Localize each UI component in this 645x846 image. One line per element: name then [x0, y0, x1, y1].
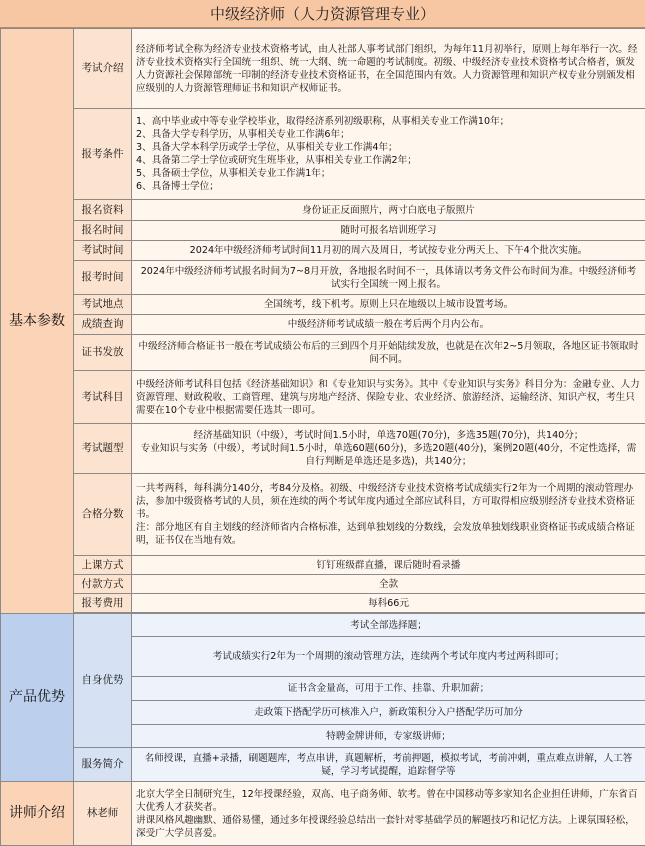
value-exam-location: 全国统考，线下机考。原则上只在地级以上城市设置考场。: [132, 295, 645, 315]
label-advantages: 自身优势: [74, 614, 132, 748]
value-fee: 每科66元: [132, 594, 645, 613]
label-registration-time: 报名时间: [74, 221, 132, 241]
teacher-bio-line: 北京大学全日制研究生，12年授课经验，双高、电子商务师、软考。曾在中国移动等多家知名企业担任讲师，广东省百大优秀人才获奖者。: [136, 788, 641, 814]
label-teacher-name: 林老师: [74, 782, 132, 846]
label-fee: 报考费用: [74, 594, 132, 613]
value-exam-time: 2024年中级经济师考试时间11月初的周六及周日，考试按专业分两天上、下午4个批次实施。: [132, 241, 645, 261]
label-payment: 付款方式: [74, 575, 132, 594]
value-passing-score: [132, 474, 645, 556]
value-result-query: 中级经济师考试成绩一般在考后两个月内公布。: [132, 315, 645, 335]
row-apply-time: [1, 261, 645, 295]
row-question-types: [1, 424, 645, 474]
row-certificate: [1, 335, 645, 371]
advantage-item: 考试全部选择题；: [132, 614, 645, 637]
value-subjects: 中级经济师考试科目包括《经济基础知识》和《专业知识与实务》。其中《专业知识与实务》科目分为：金融专业、人力资源管理、财政税收、工商管理、建筑与房地产经济、保险专业、农业经济、旅游经济、运输经济、知识产权，考生只需要在10个专业中根据需要任选其一即可。: [132, 371, 645, 424]
category-basic-params: 基本参数: [1, 29, 74, 614]
requirement-item: 5、具备硕士学位，从事相关专业工作满1年；: [136, 167, 641, 180]
question-type-line: 经济基础知识（中级），考试时间1.5小时，单选70题(70分)，多选35题(70分)，共140分；: [136, 429, 641, 442]
requirement-item: 1、高中毕业或中等专业学校毕业，取得经济系列初级职称，从事相关专业工作满10年；: [136, 115, 641, 128]
label-materials: 报名资料: [74, 200, 132, 221]
row-fee: [1, 594, 645, 613]
requirement-item: 4、具备第二学士学位或研究生班毕业，从事相关专业工作满2年；: [136, 154, 641, 167]
row-teacher: [1, 782, 645, 846]
advantage-item: 特聘金牌讲师，专家级讲师；: [132, 725, 645, 748]
requirement-item: 2、具备大学专科学历，从事相关专业工作满6年；: [136, 128, 641, 141]
category-teacher-intro: 讲师介绍: [1, 782, 74, 846]
value-payment: 全款: [132, 575, 645, 594]
row-exam-location: [1, 295, 645, 315]
label-exam-intro: 考试介绍: [74, 29, 132, 109]
label-certificate: 证书发放: [74, 335, 132, 371]
label-class-mode: 上课方式: [74, 556, 132, 575]
teacher-bio-line: 讲课风格风趣幽默、通俗易懂，通过多年授课经验总结出一套针对零基础学员的解题技巧和记忆方法。上课氛围轻松，深受广大学员喜爱。: [136, 814, 641, 840]
advantage-item: 考试成绩实行2年为一个周期的滚动管理方法，连续两个考试年度内考过两科即可；: [132, 637, 645, 677]
value-materials: 身份证正反面照片，两寸白底电子版照片: [132, 200, 645, 221]
row-passing-score: [1, 474, 645, 556]
row-requirements: [1, 109, 645, 200]
value-registration-time: 随时可报名培训班学习: [132, 221, 645, 241]
passing-note: 注：部分地区有自主划线的经济师省内合格标准，达到单独划线的分数线，会发放单独划线职业资格证书或成绩合格证明，证书仅在当地有效。: [136, 521, 641, 547]
label-passing-score: 合格分数: [74, 474, 132, 556]
label-subjects: 考试科目: [74, 371, 132, 424]
row-materials: [1, 200, 645, 221]
row-class-mode: [1, 556, 645, 575]
row-exam-intro: [1, 29, 645, 109]
label-result-query: 成绩查询: [74, 315, 132, 335]
label-exam-time: 考试时间: [74, 241, 132, 261]
requirement-item: 3、具备大学本科学历或学士学位，从事相关专业工作满4年；: [136, 141, 641, 154]
value-requirements: [132, 109, 645, 200]
value-question-types: [132, 424, 645, 474]
value-exam-intro: 经济师考试全称为经济专业技术资格考试，由人社部人事考试部门组织，为每年11月初举行，原则上每年举行一次。经济专业技术资格实行全国统一组织、统一大纲、统一命题的考试制度。初级、中级经济专业技术资格考试合格者，颁发人力资源社会保障部统一印制的经济专业技术资格证书，在全国范围内有效。人力资源管理和知识产权专业分别颁发相应级别的人力资源管理师证书和知识产权师证书。: [132, 29, 645, 109]
row-payment: [1, 575, 645, 594]
value-services: 名师授课，直播+录播，刷题题库，考点串讲，真题解析，考前押题，模拟考试，考前冲刺，重点难点讲解，人工答疑，学习考试提醒，追踪督学等: [132, 748, 645, 782]
advantage-item: 走政策下搭配学历可核准入户，新政策积分入户搭配学历可加分: [132, 701, 645, 725]
question-type-line: 专业知识与实务（中级），考试时间1.5小时，单选60题(60分)，多选20题(40分)，案例20题(40分，不定性选择，需自行判断是单选还是多选)，共140分；: [136, 442, 641, 468]
course-info-table: [0, 28, 645, 846]
label-exam-location: 考试地点: [74, 295, 132, 315]
requirement-item: 6、具备博士学位；: [136, 180, 641, 193]
value-teacher-intro: [132, 782, 645, 846]
value-certificate: 中级经济师合格证书一般在考试成绩公布后的三到四个月开始陆续发放，也就是在次年2~5月领取，各地区证书领取时间不同。: [132, 335, 645, 371]
row-subjects: [1, 371, 645, 424]
page-title: 中级经济师（人力资源管理专业）: [0, 0, 645, 28]
row-registration-time: [1, 221, 645, 241]
row-exam-time: [1, 241, 645, 261]
label-apply-time: 报考时间: [74, 261, 132, 295]
category-product-advantages: 产品优势: [1, 614, 74, 782]
label-question-types: 考试题型: [74, 424, 132, 474]
row-advantage-1: [1, 614, 645, 637]
row-result-query: [1, 315, 645, 335]
label-services: 服务简介: [74, 748, 132, 782]
row-services: [1, 748, 645, 782]
value-class-mode: 钉钉班级群直播，课后随时看录播: [132, 556, 645, 575]
label-requirements: 报考条件: [74, 109, 132, 200]
value-apply-time: 2024年中级经济师考试报名时间为7~8月开放，各地报名时间不一，具体请以考务文件公布时间为准。中级经济师考试实行全国统一网上报名。: [132, 261, 645, 295]
advantage-item: 证书含金量高，可用于工作、挂靠、升职加薪；: [132, 677, 645, 701]
passing-line: 一共考两科，每科满分140分，考84分及格。初级、中级经济专业技术资格考试成绩实行2年为一个周期的滚动管理办法，参加中级资格考试的人员，须在连续的两个考试年度内通过全部应试科目，方可取得相应级别经济专业技术资格证书。: [136, 482, 641, 521]
